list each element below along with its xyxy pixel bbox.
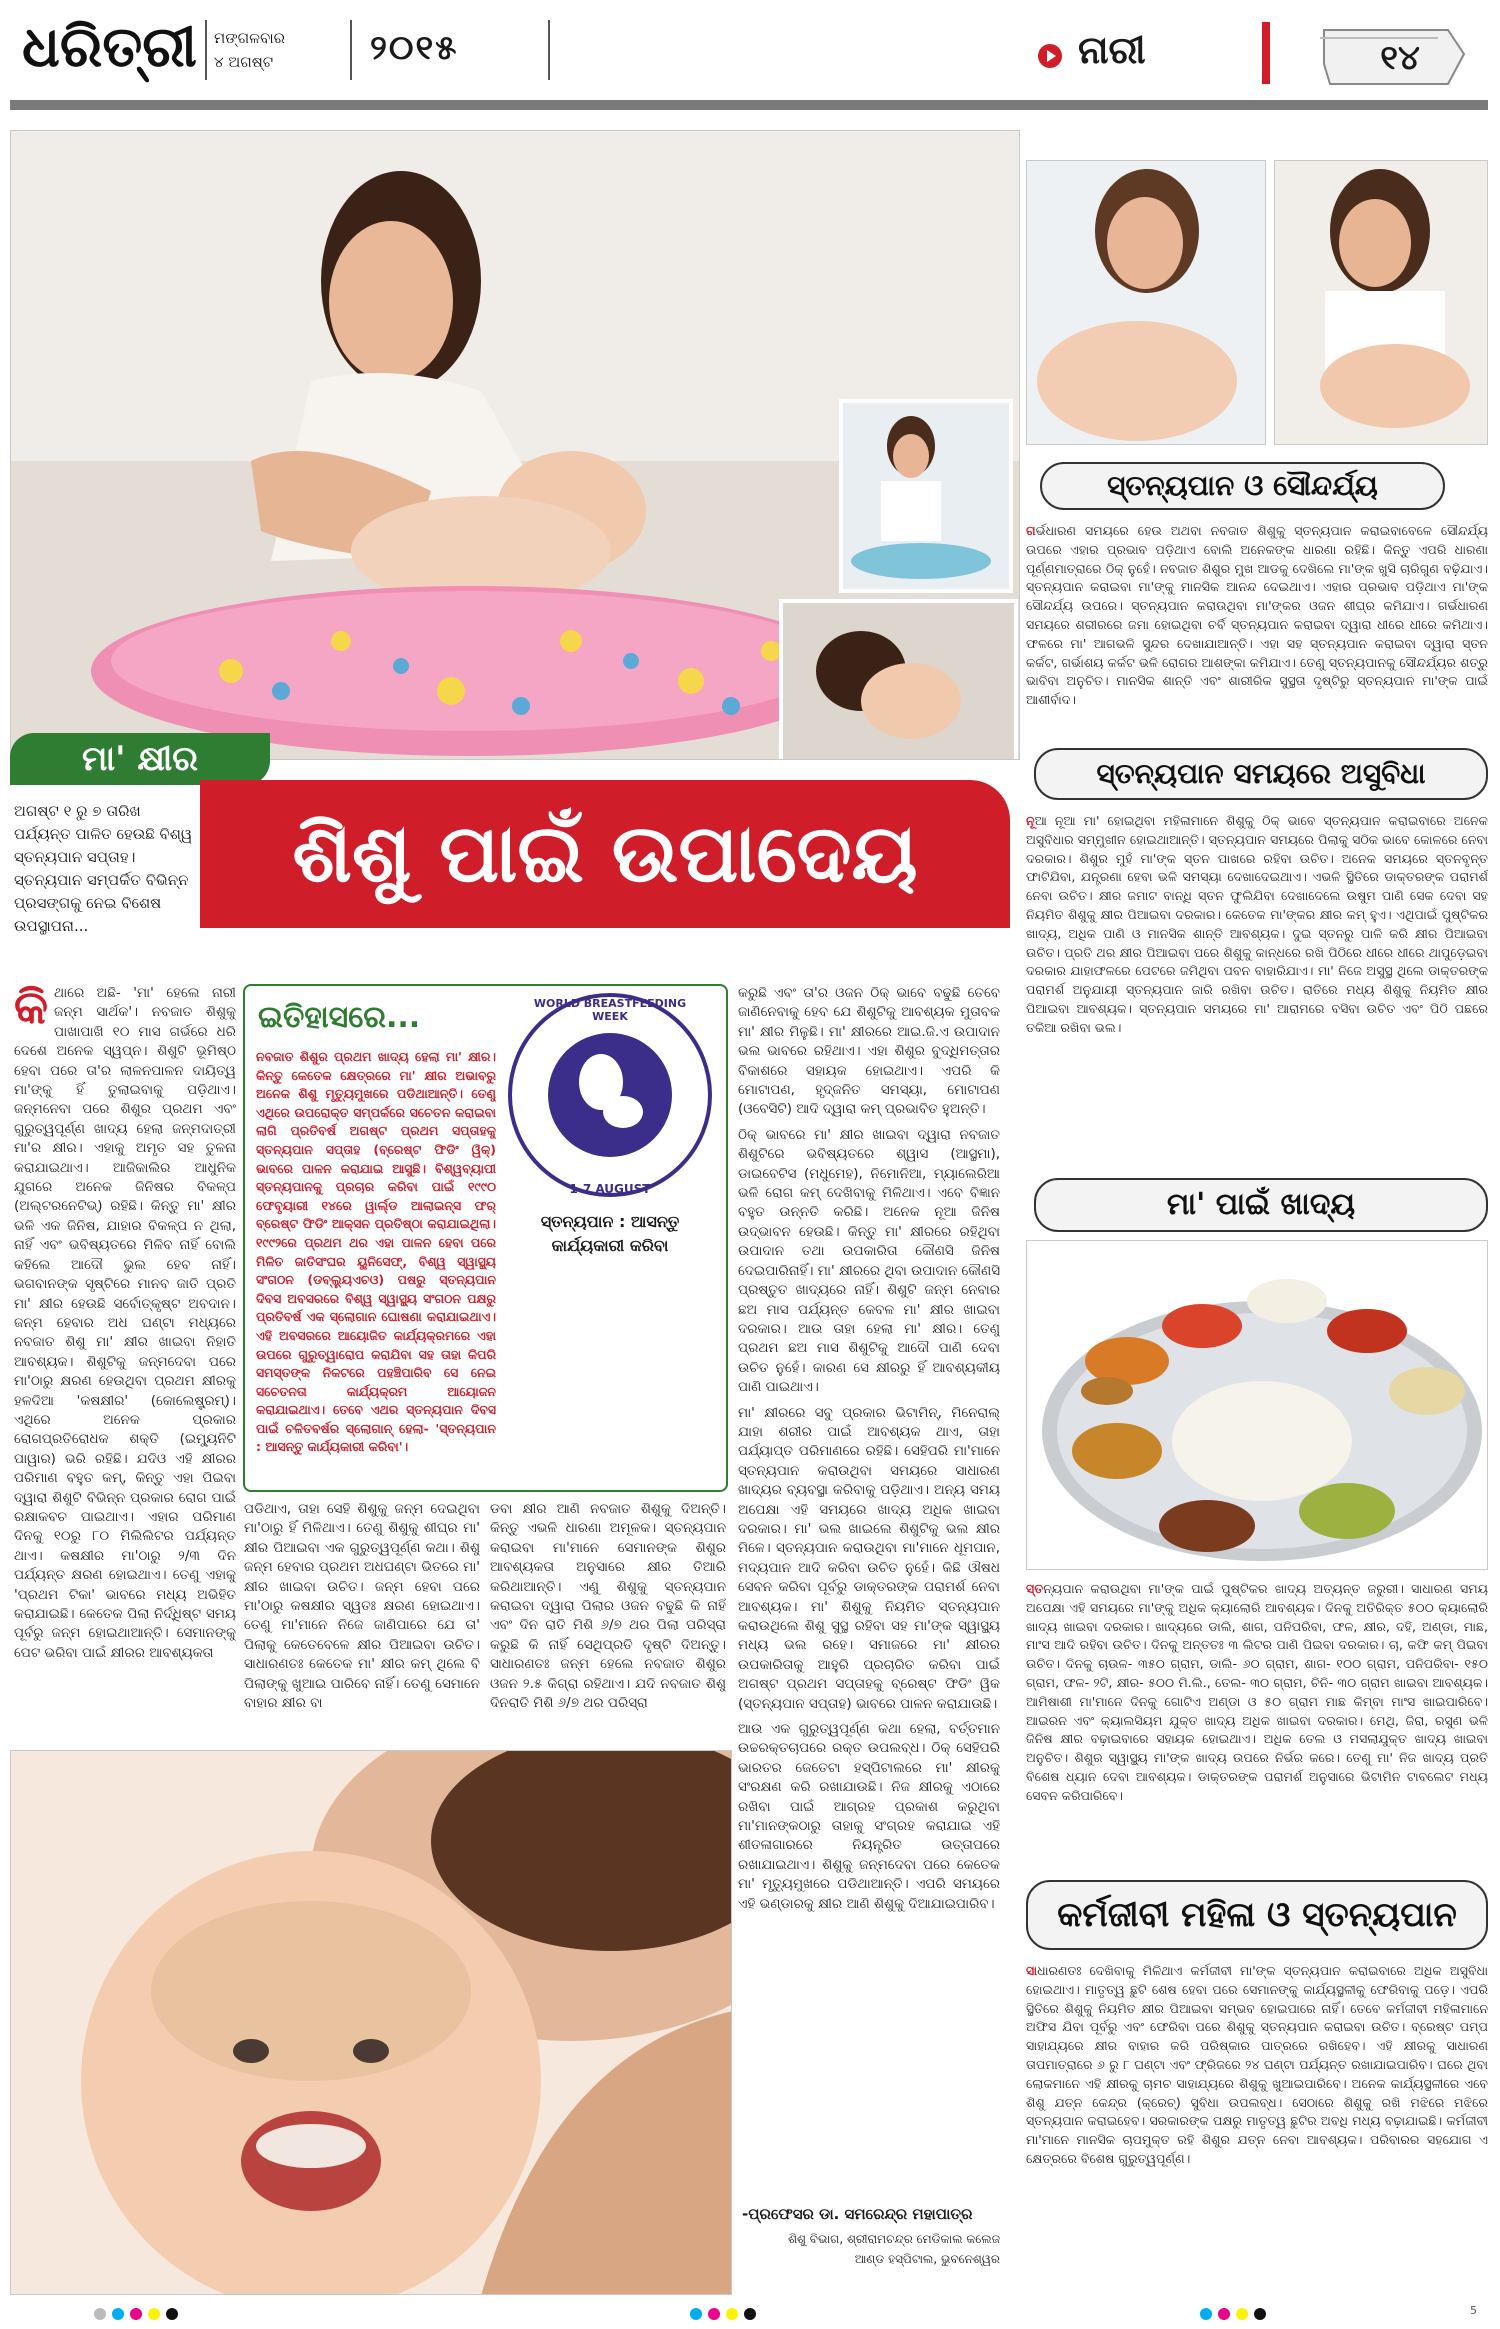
history-dropcap: ନବଜାତ ଶିଶୁର ପ୍ରଥମ ଖାଦ୍ୟ ହେଲା ମା' କ୍ଷୀର। କିନ୍ତୁ କେତେକ କ୍ଷେତ୍ରରେ ମା' କ୍ଷୀର ଅଭାବରୁ ଅନେକ ଶିଶୁ ମୃତ୍ୟୁମୁଖରେ ପଡିଥାଆନ୍ତି। ତେଣୁ ଏଥିରେ ଉପରୋକ୍ତ ସମ୍ପର୍କରେ ସଚେତନ କରାଇବା ଲାଗି ପ୍ରତିବର୍ଷ ଅଗଷ୍ଟ ପ୍ରଥମ ସପ୍ତାହକୁ ସ୍ତନ୍ୟପାନ ସପ୍ତାହ (ବ୍ରେଷ୍ଟ ଫିଡିଂ ୱିକ୍) ଭାବରେ ପାଳନ କରାଯାଇ ଆସୁଛି। ବିଶ୍ୱବ୍ୟାପୀ ସ୍ତନ୍ୟପାନକୁ ପ୍ରଚାର କରିବା ପାଇଁ ୧୯୯୦ ଫେବୃୟାରୀ ୧୪ରେ ୱାର୍ଲ୍ଡ ଆଲାଇନ୍ସ ଫର୍ ବ୍ରେଷ୍ଟ ଫିଡିଂ ଆକ୍ସନ ପ୍ରତିଷ୍ଠା କରାଯାଇଥିଲା। ୧୯୯୨ରେ ପ୍ରଥମ ଥର ଏହା ପାଳନ ହେବା ପରେ ମିଳିତ ଜାତିସଂଘର ୟୁନିସେଫ୍, ବିଶ୍ୱ ସ୍ୱାସ୍ଥ୍ୟ ସଂଗଠନ (ଡବ୍ଲ୍ୟୁଏଚଓ) ପଷରୁ ସ୍ତନ୍ୟପାନ ଦିବସ ଅବସରରେ ବିଶ୍ୱ ସ୍ୱାସ୍ଥ୍ୟ ସଂଗଠନ ପକ୍ଷରୁ ପ୍ରତିବର୍ଷ ଏକ ସ୍ଲୋଗାନ ଘୋଷଣା କରାଯାଇଥାଏ। ଏହି ଅବସରରେ ଆୟୋଜିତ କାର୍ଯ୍ୟକ୍ରମରେ ଏହା ଉପରେ ଗୁରୁତ୍ୱାରୋପ କରାଯିବା ସହ ତାହା କିପରି ସମସ୍ତଙ୍କ ନିକଟରେ ପହଞ୍ଚିପାରିବ ସେ ନେଇ ସଚେତନତା କାର୍ଯ୍ୟକ୍ରମ ଆୟୋଜନ କରାଯାଇଥାଏ। ତେବେ ଏଥର ସ୍ତନ୍ୟପାନ ଦିବସ ପାଇଁ ଚଳିତବର୍ଷର ସ୍ଲୋଗାନ୍ ହେଲା- 'ସ୍ତନ୍ୟପାନ : ଆସନ୍ତୁ କାର୍ଯ୍ୟକାରୀ କରିବା'। xyxy=(256,1049,496,1455)
main-article-para: ଥାରେ ଅଛି- 'ମା' ହେଲେ ନାରୀ ଜନ୍ମ ସାର୍ଥକ'। ନବଜାତ ଶିଶୁକୁ ପାଖାପାଖି ୧୦ ମାସ ଗର୍ଭରେ ଧରି ଦେଶେ ଅନେକ ସ୍ୱପ୍ନ। ଶିଶୁଟି ଭୂମିଷ୍ଠ ହେବା ପରେ ତା'ର ଲାଳନପାଳନ ଦାୟିତ୍ୱ ମା'ଙ୍କୁ ହିଁ ତୁଲାଇବାକୁ ପଡ଼ିଥାଏ। ଜନ୍ମନେବା ପରେ ଶିଶୁର ପ୍ରଥମ ଏବଂ ଗୁରୁତ୍ୱପୂର୍ଣ୍ଣ ଖାଦ୍ୟ ହେଲା ଜନ୍ମଦାତ୍ରୀ ମା'ର କ୍ଷୀର। ଏହାକୁ ଅମୃତ ସହ ତୁଳନା କରାଯାଇଥାଏ। ଆଜିକାଲିର ଆଧୁନିକ ଯୁଗରେ ଅନେକ ଜିନିଷର ବିକଳ୍ପ (ଅଲ୍ଟରନେଟିଭ୍) ରହିଛି। କିନ୍ତୁ ମା' କ୍ଷୀର ଭଳି ଏକ ଜିନିଷ, ଯାହାର ବିକଳ୍ପ ନ ଥିଲା, ନାହିଁ ଏବଂ ଭବିଷ୍ୟତରେ ମିଳିବ ନାହିଁ ବୋଲି କହିଲେ ଆଦୌ ଭୁଲ ହେବ ନାହିଁ। ଭଗବାନଙ୍କ ସୃଷ୍ଟିରେ ମାନବ ଜାତି ପ୍ରତି ମା' କ୍ଷୀର ହେଉଛି ସର୍ବୋତ୍କୃଷ୍ଟ ଅବଦାନ। ଜନ୍ମ ହେବାର ଅଧ ଘଣ୍ଟା ମଧ୍ୟରେ ନବଜାତ ଶିଶୁ ମା' କ୍ଷୀର ଖାଇବା ନିହାତି ଆବଶ୍ୟକ। ଶିଶୁଟିକୁ ଜନ୍ମଦେବା ପରେ ମା'ଠାରୁ କ୍ଷରଣ ହେଉଥିବା ପ୍ରଥମ କ୍ଷୀରକୁ ହଳଦିଆ 'କଷକ୍ଷୀର' (କୋଲେଷ୍ଟ୍ରମ୍)। ଏଥିରେ ଅନେକ ପ୍ରକାର ରୋଗପ୍ରତିରୋଧକ ଶକ୍ତି (ଇମ୍ୟୁନିଟି ପାୱାର) ଭରି ରହିଛି। ଯଦିଓ ଏହି କ୍ଷୀରର ପରିମାଣ ବହୁତ କମ୍, କିନ୍ତୁ ଏହା ପିଇବା ଦ୍ୱାରା ଶିଶୁଟି ବିଭିନ୍ନ ପ୍ରକାର ରୋଗ ପାଇଁ ରକ୍ଷାକବଚ ପାଇଥାଏ। ଏହାର ପରିମାଣ ଦିନକୁ ୧୦ରୁ ୮୦ ମିଲିଲିଟର ପର୍ଯ୍ୟନ୍ତ ଥାଏ। କଷକ୍ଷୀର ମା'ଠାରୁ ୨/୩ ଦିନ ପର୍ଯ୍ୟନ୍ତ କ୍ଷରଣ ହୋଇଥାଏ। ତେଣୁ ଏହାକୁ 'ପ୍ରଥମ ଟିକା' ଭାବରେ ମଧ୍ୟ ଅଭିହିତ କରାଯାଇଛି। କେତେକ ପିଲା ନିର୍ଦ୍ଧିଷ୍ଟ ସମୟ ପୂର୍ବରୁ ଜନ୍ମ ହୋଇଥାଆନ୍ତି। ସେମାନଙ୍କୁ ପେଟ ଭରିବା ପାଇଁ କ୍ଷୀରର ଆବଶ୍ୟକତା xyxy=(14,985,236,1661)
food-heading: ମା' ପାଇଁ ଖାଦ୍ୟ xyxy=(1034,1178,1488,1232)
header-rule xyxy=(10,100,1488,110)
main-article-para: ଡବା କ୍ଷୀର ଆଣି ନବଜାତ ଶିଶୁକୁ ଦିଅନ୍ତି। କିନ୍ତୁ ଏଭଳି ଧାରଣା ଅମୂଳକ। ସ୍ତନ୍ୟପାନ କରାଇବା ମା'ମାନେ ସେମାନଙ୍କ ଶିଶୁର ଆବଶ୍ୟକତା ଅନୁସାରେ କ୍ଷୀର ତିଆରି କରିଥାଆନ୍ତି। ଏଣୁ ଶିଶୁକୁ ସ୍ତନ୍ୟପାନ କରାଇବା ଦ୍ୱାରା ପିଲାର ଓଜନ ବଢୁଛି କି ନାହିଁ ଏବଂ ଦିନ ରାତି ମିଶି ୬/୭ ଥର ପିଲା ପରିସ୍ରା କରୁଛି କି ନାହିଁ ସେଥିପ୍ରତି ଦୃଷ୍ଟି ଦିଅନ୍ତୁ। ସାଧାରଣତଃ ଜନ୍ମ ହେଲେ ନବଜାତ ଶିଶୁର ଓଜନ ୨.୫ କିଗ୍ରା ରହିଥାଏ। ଯଦି ନବଜାତ ଶିଶୁ ଦିନରାତି ମିଶି ୬/୭ ଥର ପରିସ୍ରା xyxy=(490,1501,726,1712)
section-red-bar xyxy=(1262,22,1270,84)
difficulty-body: ଆ ନୂଆ ମା' ହୋଇଥିବା ମହିଳାମାନେ ଶିଶୁକୁ ଠିକ୍ ଭାବେ ସ୍ତନ୍ୟପାନ କରାଇବାରେ ଅନେକ ଅସୁବିଧାର ସମ୍ମୁଖୀନ ହୋଇଥାଆନ୍ତି। ସ୍ତନ୍ୟପାନ ସମୟରେ ପିଲାକୁ ସଠିକ ଭାବେ କୋଳରେ ନେବା ଦରକାର। ଶିଶୁର ମୁହଁ ମା'ଙ୍କ ସ୍ତନ ପାଖରେ ରହିବା ଉଚିତ। ଅନେକ ସମୟରେ ସ୍ତନବୃନ୍ତ ଫାଟିଯିବା, ଯନ୍ତ୍ରଣା ହେବା ଭଳି ସମସ୍ୟା ଦେଖାଦେଇଥାଏ। ଏଭଳି ସ୍ଥିତିରେ ଡାକ୍ତରଙ୍କ ପରାମର୍ଶ ନେବା ଉଚିତ। କ୍ଷୀର ଜମାଟ ବାନ୍ଧି ସ୍ତନ ଫୁଲିଯିବା ଦେଖାଦେଲେ ଉଷୁମ ପାଣି ସେକ ଦେବା ସହ ନିୟମିତ ଶିଶୁକୁ କ୍ଷୀର ପିଆଇବା ଦରକାର। କେତେକ ମା'ଙ୍କର କ୍ଷୀର କମ୍ ହୁଏ। ଏଥିପାଇଁ ପୁଷ୍ଟିକର ଖାଦ୍ୟ, ଅଧିକ ପାଣି ଓ ମାନସିକ ଶାନ୍ତି ଆବଶ୍ୟକ। ଦୁଇ ସ୍ତନରୁ ପାଳି କରି କ୍ଷୀର ପିଆଇବା ଉଚିତ। ପ୍ରତି ଥର କ୍ଷୀର ପିଆଇବା ପରେ ଶିଶୁକୁ କାନ୍ଧରେ ରଖି ପିଠିରେ ଧୀରେ ଧୀରେ ଥାପୁଡ଼େଇବା ଦରକାର ଯାହାଫଳରେ ପେଟରେ ଜମିଥିବା ପବନ ବାହାରିଯାଏ। ମା' ନିଜେ ଅସୁସ୍ଥ ଥିଲେ ଡାକ୍ତରଙ୍କ ପରାମର୍ଶ ଅନୁଯାୟୀ ସ୍ତନ୍ୟପାନ ଜାରି ରଖିବା ଉଚିତ। ରାତିରେ ମଧ୍ୟ ଶିଶୁକୁ ନିୟମିତ କ୍ଷୀର ପିଆଇବା ଆବଶ୍ୟକ। ସ୍ତନ୍ୟପାନ ସମୟରେ ମା' ଆରାମରେ ବସିବା ଉଚିତ ଏବଂ ପିଠି ପଛରେ ତକିଆ ରଖିବା ଭଲ। xyxy=(1026,813,1488,1035)
lead-intro-text: ଅଗଷ୍ଟ ୧ ରୁ ୭ ତାରିଖ ପର୍ଯ୍ୟନ୍ତ ପାଳିତ ହେଉଛି ବିଶ୍ୱ ସ୍ତନ୍ୟପାନ ସପ୍ତାହ। ସ୍ତନ୍ୟପାନ ସମ୍ପର୍କିତ ବିଭିନ୍ନ ପ୍ରସଙ୍ଗକୁ ନେଇ ବିଶେଷ ଉପସ୍ଥାପନା... xyxy=(14,802,193,935)
photo-mother-baby-2 xyxy=(1274,160,1488,445)
main-article-col2 xyxy=(244,1500,480,1740)
header-day: ମଙ୍ଗଳବାର xyxy=(214,29,286,47)
food-body: ନ୍ୟପାନ କରାଉଥିବା ମା'ଙ୍କ ପାଇଁ ପୁଷ୍ଟିକର ଖାଦ୍ୟ ଅତ୍ୟନ୍ତ ଜରୁରୀ। ସାଧାରଣ ସମୟ ଅପେକ୍ଷା ଏହି ସମୟରେ ମା'ଙ୍କୁ ଅଧିକ କ୍ୟାଲୋରି ଆବଶ୍ୟକ। ଦିନକୁ ଅତିରିକ୍ତ ୫୦୦ କ୍ୟାଲୋରି ଖାଦ୍ୟ ଖାଇବା ଦରକାର। ଖାଦ୍ୟରେ ଡାଲି, ଶାଗ, ପନିପରିବା, ଫଳ, କ୍ଷୀର, ଦହି, ଅଣ୍ଡା, ମାଛ, ମାଂସ ଆଦି ରହିବା ଉଚିତ। ଦିନକୁ ଅନ୍ତତଃ ୩ ଲିଟର ପାଣି ପିଇବା ଦରକାର। ଚା, କଫି କମ୍ ପିଇବା ଉଚିତ। ଦିନକୁ ଚାଉଳ- ୩୫୦ ଗ୍ରାମ, ଡାଲି- ୬୦ ଗ୍ରାମ, ଶାଗ- ୧୦୦ ଗ୍ରାମ, ପନିପରିବା- ୧୫୦ ଗ୍ରାମ, ଫଳ- ୨ଟି, କ୍ଷୀର- ୫୦୦ ମି.ଲି., ତେଲ- ୩୦ ଗ୍ରାମ, ଚିନି- ୩୦ ଗ୍ରାମ ଖାଇବା ଆବଶ୍ୟକ। ଆମିଷାଶୀ ମା'ମାନେ ଦିନକୁ ଗୋଟିଏ ଅଣ୍ଡା ଓ ୫୦ ଗ୍ରାମ ମାଛ କିମ୍ବା ମାଂସ ଖାଇପାରିବେ। ଆଇରନ ଏବଂ କ୍ୟାଲସିୟମ ଯୁକ୍ତ ଖାଦ୍ୟ ଅଧିକ ଖାଇବା ଦରକାର। ମେଥି, ଜିରା, ରସୁଣ ଭଳି ଜିନିଷ କ୍ଷୀର ବଢ଼ାଇବାରେ ସହାୟକ ହୋଇଥାଏ। ଅଧିକ ତେଲ ଓ ମସଲାଯୁକ୍ତ ଖାଦ୍ୟ ଖାଇବା ଅନୁଚିତ। ଶିଶୁର ସ୍ୱାସ୍ଥ୍ୟ ମା'ଙ୍କ ଖାଦ୍ୟ ଉପରେ ନିର୍ଭର କରେ। ତେଣୁ ମା' ନିଜ ଖାଦ୍ୟ ପ୍ରତି ବିଶେଷ ଧ୍ୟାନ ଦେବା ଆବଶ୍ୟକ। ଡାକ୍ତରଙ୍କ ପରାମର୍ଶ ଅନୁସାରେ ଭିଟାମିନ ଟାବଲେଟ ମଧ୍ୟ ସେବନ କରିପାରିବେ। xyxy=(1026,1581,1488,1803)
registration-marks-right xyxy=(1200,2308,1320,2322)
working-dropcap: ସା xyxy=(1026,1963,1038,1978)
header-divider xyxy=(548,20,550,80)
header-divider xyxy=(350,20,352,80)
main-article-col3 xyxy=(490,1500,726,1740)
page-number: ୧୪ xyxy=(1380,38,1420,78)
header-date: ୪ ଅଗଷ୍ଟ xyxy=(214,53,274,71)
beauty-body: ର୍ଭଧାରଣ ସମୟରେ ହେଉ ଅଥବା ନବଜାତ ଶିଶୁକୁ ସ୍ତନ୍ୟପାନ କରାଇବାବେଳେ ସୌନ୍ଦର୍ଯ୍ୟ ଉପରେ ଏହାର ପ୍ରଭାବ ପଡ଼ିଥାଏ ବୋଲି ଅନେକଙ୍କ ଧାରଣା ରହିଛି। କିନ୍ତୁ ଏପରି ଧାରଣା ପୂର୍ଣ୍ଣମାତ୍ରାରେ ଠିକ୍ ନୁହେଁ। ନବଜାତ ଶିଶୁର ମୁଖ ଆଡକୁ ଦେଖିଲେ ମା'ଙ୍କ ଖୁସି ଚାରିଗୁଣ ବଢ଼ିଯାଏ। ସ୍ତନ୍ୟପାନ କରାଇବା ମା'ଙ୍କୁ ମାନସିକ ଆନନ୍ଦ ଦେଇଥାଏ। ଏହାର ପ୍ରଭାବ ପଡ଼ିଥାଏ ମା'ଙ୍କ ସୌନ୍ଦର୍ଯ୍ୟ ଉପରେ। ସ୍ତନ୍ୟପାନ କରାଉଥିବା ମା'ଙ୍କର ଓଜନ ଶୀଘ୍ର କମିଯାଏ। ଗର୍ଭଧାରଣ ସମୟରେ ଶରୀରରେ ଜମା ହୋଇଥିବା ଚର୍ବି ସ୍ତନ୍ୟପାନ କରାଇବା ଦ୍ୱାରା ଧୀରେ ଧୀରେ କମିଥାଏ। ଫଳରେ ମା' ଆଗଭଳି ସୁନ୍ଦର ଦେଖାଯାଆନ୍ତି। ଏହା ସହ ସ୍ତନ୍ୟପାନ କରାଇବା ଦ୍ୱାରା ସ୍ତନ କର୍କଟ, ଗର୍ଭାଶୟ କର୍କଟ ଭଳି ରୋଗର ଆଶଙ୍କା କମିଯାଏ। ତେଣୁ ସ୍ତନ୍ୟପାନକୁ ସୌନ୍ଦର୍ଯ୍ୟର ଶତ୍ରୁ ଭାବିବା ଅନୁଚିତ। ମାନସିକ ଶାନ୍ତି ଏବଂ ଶାରୀରିକ ସୁସ୍ଥତା ଦୃଷ୍ଟିରୁ ସ୍ତନ୍ୟପାନ ମା'ଙ୍କ ପାଇଁ ଆଶୀର୍ବାଦ। xyxy=(1026,523,1488,708)
main-article-dropcap: କି xyxy=(14,984,48,1034)
difficulty-heading: ସ୍ତନ୍ୟପାନ ସମୟରେ ଅସୁବିଧା xyxy=(1034,748,1488,800)
history-box-title: ଇତିହାସରେ... xyxy=(258,1000,421,1035)
working-text xyxy=(1026,1962,1488,2292)
photo-thali-meal xyxy=(1026,1240,1488,1570)
header-year: ୨୦୧୫ xyxy=(370,28,459,68)
working-body: ଧାରଣତଃ ଦେଖିବାକୁ ମିଳିଥାଏ କର୍ମଜୀବୀ ମା'ଙ୍କ ସ୍ତନ୍ୟପାନ କରାଇବାରେ ଅଧିକ ଅସୁବିଧା ହୋଇଥାଏ। ମାତୃତ୍ୱ ଛୁଟି ଶେଷ ହେବା ପରେ ସେମାନଙ୍କୁ କାର୍ଯ୍ୟସ୍ଥଳୀକୁ ଫେରିବାକୁ ପଡ଼େ। ଏପରି ସ୍ଥିତିରେ ଶିଶୁକୁ ନିୟମିତ କ୍ଷୀର ପିଆଇବା ସମ୍ଭବ ହୋଇପାରେ ନାହିଁ। ତେବେ କର୍ମଜୀବୀ ମହିଳାମାନେ ଅଫିସ ଯିବା ପୂର୍ବରୁ ଏବଂ ଫେରିବା ପରେ ଶିଶୁକୁ ସ୍ତନ୍ୟପାନ କରାଇବା ଉଚିତ। ବ୍ରେଷ୍ଟ ପମ୍ପ ସାହାଯ୍ୟରେ କ୍ଷୀର ବାହାର କରି ପରିଷ୍କାର ପାତ୍ରରେ ରଖିହେବ। ଏହି କ୍ଷୀରକୁ ସାଧାରଣ ତାପମାତ୍ରାରେ ୬ ରୁ ୮ ଘଣ୍ଟା ଏବଂ ଫ୍ରିଜରେ ୨୪ ଘଣ୍ଟା ପର୍ଯ୍ୟନ୍ତ ରଖାଯାଇପାରିବ। ଘରେ ଥିବା ଲୋକମାନେ ଏହି କ୍ଷୀରକୁ ଚାମଚ ସାହାଯ୍ୟରେ ଶିଶୁକୁ ଖୁଆଇପାରିବେ। ଅନେକ କାର୍ଯ୍ୟସ୍ଥଳୀରେ ଏବେ ଶିଶୁ ଯତ୍ନ କେନ୍ଦ୍ର (କ୍ରେଚ୍) ସୁବିଧା ଉପଲବ୍ଧ। ସେଠାରେ ଶିଶୁକୁ ରଖି ମଝିରେ ମଝିରେ ସ୍ତନ୍ୟପାନ କରାଇହେବ। ସରକାରଙ୍କ ପକ୍ଷରୁ ମାତୃତ୍ୱ ଛୁଟିର ଅବଧି ମଧ୍ୟ ବଢ଼ାଯାଇଛି। କର୍ମଜୀବୀ ମା'ମାନେ ମାନସିକ ଚାପମୁକ୍ତ ରହି ଶିଶୁର ଯତ୍ନ ନେବା ଆବଶ୍ୟକ। ପରିବାରର ସହଯୋଗ ଏ କ୍ଷେତ୍ରରେ ବିଶେଷ ଗୁରୁତ୍ୱପୂର୍ଣ୍ଣ। xyxy=(1026,1963,1488,2166)
registration-marks-left xyxy=(94,2308,214,2322)
lead-headline: ଶିଶୁ ପାଇଁ ଉପାଦେୟ xyxy=(200,780,1010,928)
author-name: -ପ୍ରଫେସର ଡା. ସମରେନ୍ଦ୍ର ମହାପାତ୍ର xyxy=(742,2205,973,2223)
lead-intro xyxy=(14,800,194,975)
lead-kicker-label: ମା' କ୍ଷୀର xyxy=(10,733,270,785)
history-box-text xyxy=(256,1048,496,1484)
beauty-text xyxy=(1026,522,1488,732)
main-article-para: ଆଉ ଏକ ଗୁରୁତ୍ୱପୂର୍ଣ୍ଣ କଥା ହେଲା, ବର୍ତ୍ତମାନ ଉଚ୍ଚରକ୍ତଚାପରେ ରକ୍ତ ଉପଲବ୍ଧ। ଠିକ୍ ସେହିପରି ଭାରତର ଜେତେଟା ହସ୍ପିଟାଲରେ ମା' କ୍ଷୀରକୁ ସଂରକ୍ଷଣ କରି ରଖାଯାଉଛି। ନିଜ କ୍ଷୀରକୁ ଏଠାରେ ରଖିବା ପାଇଁ ଆଗ୍ରହ ପ୍ରକାଶ କରୁଥିବା ମା'ମାନଙ୍କଠାରୁ ତାହାକୁ ସଂଗ୍ରହ କରାଯାଇ ଏହି ଶୀତଳାଗାରରେ ନିୟନ୍ତ୍ରିତ ଉତ୍ତାପରେ ରଖାଯାଇଥାଏ। ଶିଶୁକୁ ଜନ୍ମଦେବା ପରେ କେତେକ ମା' ମୃତ୍ୟୁମୁଖରେ ପଡିଥାଆନ୍ତି। ଏପରି ସମୟରେ ଏହି ଭଣ୍ଡାରକୁ କ୍ଷୀର ଆଣି ଶିଶୁକୁ ଦିଆଯାଇପାରିବ। xyxy=(738,1721,1000,1912)
difficulty-text xyxy=(1026,812,1488,1182)
masthead-logo: ଧରିତ୍ରୀ xyxy=(22,14,197,80)
food-dropcap: ସ୍ତ xyxy=(1026,1581,1044,1596)
beauty-heading: ସ୍ତନ୍ୟପାନ ଓ ସୌନ୍ଦର୍ଯ୍ୟ xyxy=(1040,462,1445,510)
working-heading: କର୍ମଜୀବୀ ମହିଳା ଓ ସ୍ତନ୍ୟପାନ xyxy=(1026,1880,1488,1950)
main-article-col1 xyxy=(14,984,236,1739)
hero-photo-mother-feeding xyxy=(10,130,1020,760)
main-article-para: କରୁଛି ଏବଂ ତା'ର ଓଜନ ଠିକ୍ ଭାବେ ବଢୁଛି ତେବେ ଜାଣିନେବାକୁ ହେବ ଯେ ଶିଶୁଟିକୁ ଆବଶ୍ୟକ ମୁତାବକ ମା' କ୍ଷୀର ମିଳୁଛି। ମା' କ୍ଷୀରରେ ଆଇ.ଜି.ଏ ଉପାଦାନ ଭଲ ଭାବରେ ରହିଥାଏ। ଏହା ଶିଶୁର ବୁଦ୍ଧିମତ୍ତାର ବିକାଶରେ ସହାୟକ ହୋଇଥାଏ। ଏପରି କି ମୋଟାପଣ, ହୃଦ୍‌ଜନିତ ସମସ୍ୟା, ମୋଟାପଣ (ଓବେସିଟି) ଆଦି ଦ୍ୱାରା କମ୍ ପ୍ରଭାବିତ ହୁଅନ୍ତି। xyxy=(738,985,1000,1118)
play-icon xyxy=(1038,44,1062,68)
author-desc: ଶିଶୁ ବିଭାଗ, ଶ୍ରୀରାମଚନ୍ଦ୍ର ମେଡିକାଲ କଲେଜ xyxy=(788,2232,1000,2246)
photo-laughing-baby xyxy=(10,1750,732,2295)
registration-marks-center xyxy=(690,2308,810,2322)
logo-bottom-text: 1-7 AUGUST xyxy=(569,1182,651,1196)
header-divider xyxy=(205,20,207,80)
photo-mother-baby-1 xyxy=(1026,160,1266,445)
difficulty-dropcap: ନୂ xyxy=(1026,813,1035,828)
main-article-para: ପଡିଥାଏ, ତାହା ସେହି ଶିଶୁକୁ ଜନ୍ମ ଦେଇଥିବା ମା'ଠାରୁ ହିଁ ମିଳିଥାଏ। ତେଣୁ ଶିଶୁକୁ ଶୀଘ୍ର ମା' କ୍ଷୀର ପିଆଇବା ଏକ ଗୁରୁତ୍ୱପୂର୍ଣ୍ଣ କଥା। ଶିଶୁ ଜନ୍ମ ହେବାର ପ୍ରଥମ ଅଧଘଣ୍ଟା ଭିତରେ ମା' କ୍ଷୀର ଖାଇବା ଉଚିତ। ଜନ୍ମ ହେବା ପରେ ମା'ଠାରୁ କଷକ୍ଷୀର ସ୍ୱତଃ କ୍ଷରଣ ହୋଇଥାଏ। ତେଣୁ ମା'ମାନେ ନିଜେ ଜାଣିପାରେ ଯେ ତା' ପିଲାକୁ କେତେବେଳେ କ୍ଷୀର ପିଆଇବା ଉଚିତ। ସାଧାରଣତଃ କେତେକ ମା' କ୍ଷୀର କମ୍ ଥିଲେ ବି ପିଲାଙ୍କୁ ଖୁଆଇ ପାରିବେ ନାହିଁ। ତେଣୁ ସେମାନେ ବାହାର କ୍ଷୀର ବା xyxy=(244,1501,480,1712)
main-article-col4 xyxy=(738,984,1000,2199)
main-article-para: ମା' କ୍ଷୀରରେ ସବୁ ପ୍ରକାର ଭିଟାମିନ୍, ମିନେରାଲ୍ ଯାହା ଶରୀର ପାଇଁ ଆବଶ୍ୟକ ଥାଏ, ତାହା ପର୍ଯ୍ୟାପ୍ତ ପରିମାଣରେ ରହିଛି। ସେହିପରି ମା'ମାନେ ସ୍ତନ୍ୟପାନ କରାଉଥିବା ସମୟରେ ସାଧାରଣ ଖାଦ୍ୟର ବ୍ୟବସ୍ଥା କରିବାକୁ ପଡ଼ିଥାଏ। ଅନ୍ୟ ସମୟ ଅପେକ୍ଷା ଏହି ସମୟରେ ଖାଦ୍ୟ ଅଧିକ ଖାଇବା ଦରକାର। ମା' ଭଲ ଖାଇଲେ ଶିଶୁଟିକୁ ଭଲ କ୍ଷୀର ମିଳେ। ସ୍ତନ୍ୟପାନ କରାଉଥିବା ମା'ମାନେ ଧୂମପାନ, ମଦ୍ୟପାନ ଆଦି କରିବା ଉଚିତ ନୁହେଁ। କିଛି ଔଷଧ ସେବନ କରିବା ପୂର୍ବରୁ ଡାକ୍ତରଙ୍କ ପରାମର୍ଶ ନେବା ଆବଶ୍ୟକ। ମା' ଶିଶୁକୁ ନିୟମିତ ସ୍ତନ୍ୟପାନ କରାଉଥିଲେ ଶିଶୁ ସୁସ୍ଥ ରହିବା ସହ ମା'ଙ୍କ ସ୍ୱାସ୍ଥ୍ୟ ମଧ୍ୟ ଭଲ ରହେ। ସମାଜରେ ମା' କ୍ଷୀରର ଉପକାରିତାକୁ ଆହୁରି ପ୍ରଚାରିତ କରିବା ପାଇଁ ଅଗଷ୍ଟ ପ୍ରଥମ ସପ୍ତାହକୁ ବ୍ରେଷ୍ଟ ଫିଡିଂ ୱିକ (ସ୍ତନ୍ୟପାନ ସପ୍ତାହ) ଭାବରେ ପାଳନ କରାଯାଉଛି। xyxy=(738,1404,1000,1712)
section-title: ନାରୀ xyxy=(1078,28,1146,72)
food-text xyxy=(1026,1580,1488,1870)
logo-top-text: WORLD BREASTFEEDING WEEK xyxy=(533,997,687,1023)
theme-label-line2: କାର୍ଯ୍ୟକାରୀ କରିବା xyxy=(551,1236,669,1255)
main-article-para: ଠିକ୍ ଭାବରେ ମା' କ୍ଷୀର ଖାଇବା ଦ୍ୱାରା ନବଜାତ ଶିଶୁଟିରେ ଭବିଷ୍ୟତରେ ଶ୍ୱାସ (ଆସ୍ଥମା), ଡାଇବେଟିସ (ମଧୁମେହ), ନିମୋନିଆ, ମ୍ୟାଲେରିଆ ଭଳି ରୋଗ କମ୍ ଦେଖିବାକୁ ମିଳିଥାଏ। ଏବେ ବିଜ୍ଞାନ ବହୁତ ଉନ୍ନତି କରିଛି। ଅନେକ ନୂଆ ଜିନିଷ ଉଦ୍ଭାବନ ହେଉଛି। କିନ୍ତୁ ମା' କ୍ଷୀରରେ ରହିଥିବା ଉପାଦାନ ତଥା ଉପକାରିତା କୌଣସି ଜିନିଷ ଦେଇପାରିନାହିଁ। ମା' କ୍ଷୀରରେ ଥିବା ଉପାଦାନ କୌଣସି ପ୍ରଷ୍ତୁତ ଖାଦ୍ୟରେ ନାହିଁ। ଶିଶୁଟି ଜନ୍ମ ନେବାର ଛଅ ମାସ ପର୍ଯ୍ୟନ୍ତ କେବଳ ମା' କ୍ଷୀର ଖାଇବା ଦରକାର। ଆଉ ତାହା ହେଲା ମା' କ୍ଷୀର। ତେଣୁ ପ୍ରଥମ ଛଅ ମାସ ଶିଶୁଟିକୁ ଆଦୌ ପାଣି ଦେବା ଉଚିତ ନୁହେଁ। କାରଣ ସେ କ୍ଷୀରରୁ ହିଁ ଆବଶ୍ୟକୀୟ ପାଣି ପାଇଥାଏ। xyxy=(738,1126,1000,1396)
beauty-dropcap: ଗ xyxy=(1026,523,1036,538)
theme-label: ସ୍ତନ୍ୟପାନ : ଆସନ୍ତୁ xyxy=(540,1212,680,1231)
footer-page-mark: 5 xyxy=(1470,2304,1477,2317)
author-place: ଆଣ୍ଡ ହସ୍ପିଟାଲ, ଭୁବନେଶ୍ୱର xyxy=(854,2252,1000,2266)
